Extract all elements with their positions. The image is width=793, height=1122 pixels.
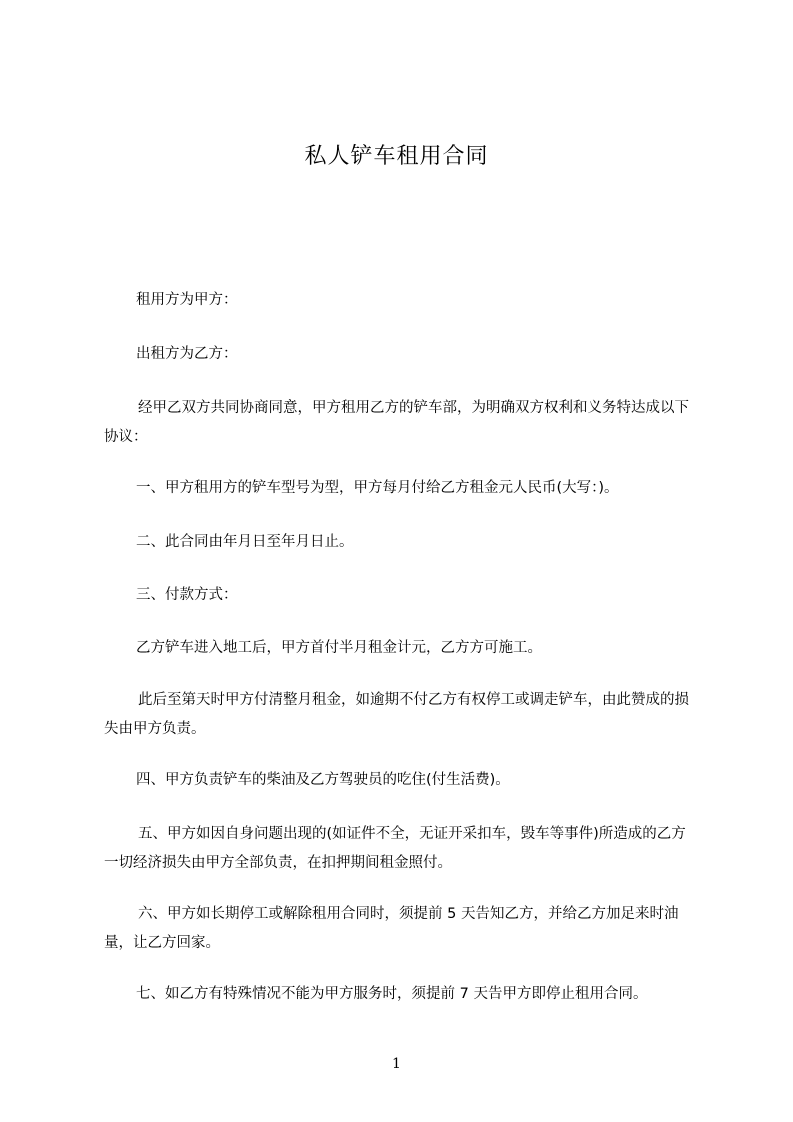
payment-first-installment: 乙方铲车进入地工后，甲方首付半月租金计元，乙方方可施工。 [136,640,542,656]
payment-full-rent: 此后至第天时甲方付清整月租金，如逾期不付乙方有权停工或调走铲车，由此赞成的损失由甲方负责。 [104,692,689,737]
clause-4: 四、甲方负责铲车的柴油及乙方驾驶员的吃住(付生活费)。 [136,772,510,788]
document-title: 私人铲车租用合同 [304,144,489,169]
clause-5: 五、甲方如因自身问题出现的(如证件不全，无证开采扣车，毁车等事件)所造成的乙方一切经济损失由甲方全部负责，在扣押期间租金照付。 [104,826,686,871]
paragraph-lessor: 出租方为乙方： [136,346,238,362]
clause-7: 七、如乙方有特殊情况不能为甲方服务时，须提前 7 天告甲方即停止租用合同。 [136,986,648,1002]
clause-3: 三、付款方式： [136,587,238,603]
clause-2: 二、此合同由年月日至年月日止。 [136,534,354,550]
clause-6: 六、甲方如长期停工或解除租用合同时，须提前 5 天告知乙方，并给乙方加足来时油量，让乙方回家。 [104,906,679,951]
paragraph-agreement-intro: 经甲乙双方共同协商同意，甲方租用乙方的铲车部，为明确双方权利和义务特达成以下协议： [104,400,689,445]
clause-1: 一、甲方租用方的铲车型号为型，甲方每月付给乙方租金元人民币(大写：)。 [136,480,619,496]
paragraph-lessee: 租用方为甲方： [136,292,238,308]
page-number: 1 [392,1056,401,1072]
